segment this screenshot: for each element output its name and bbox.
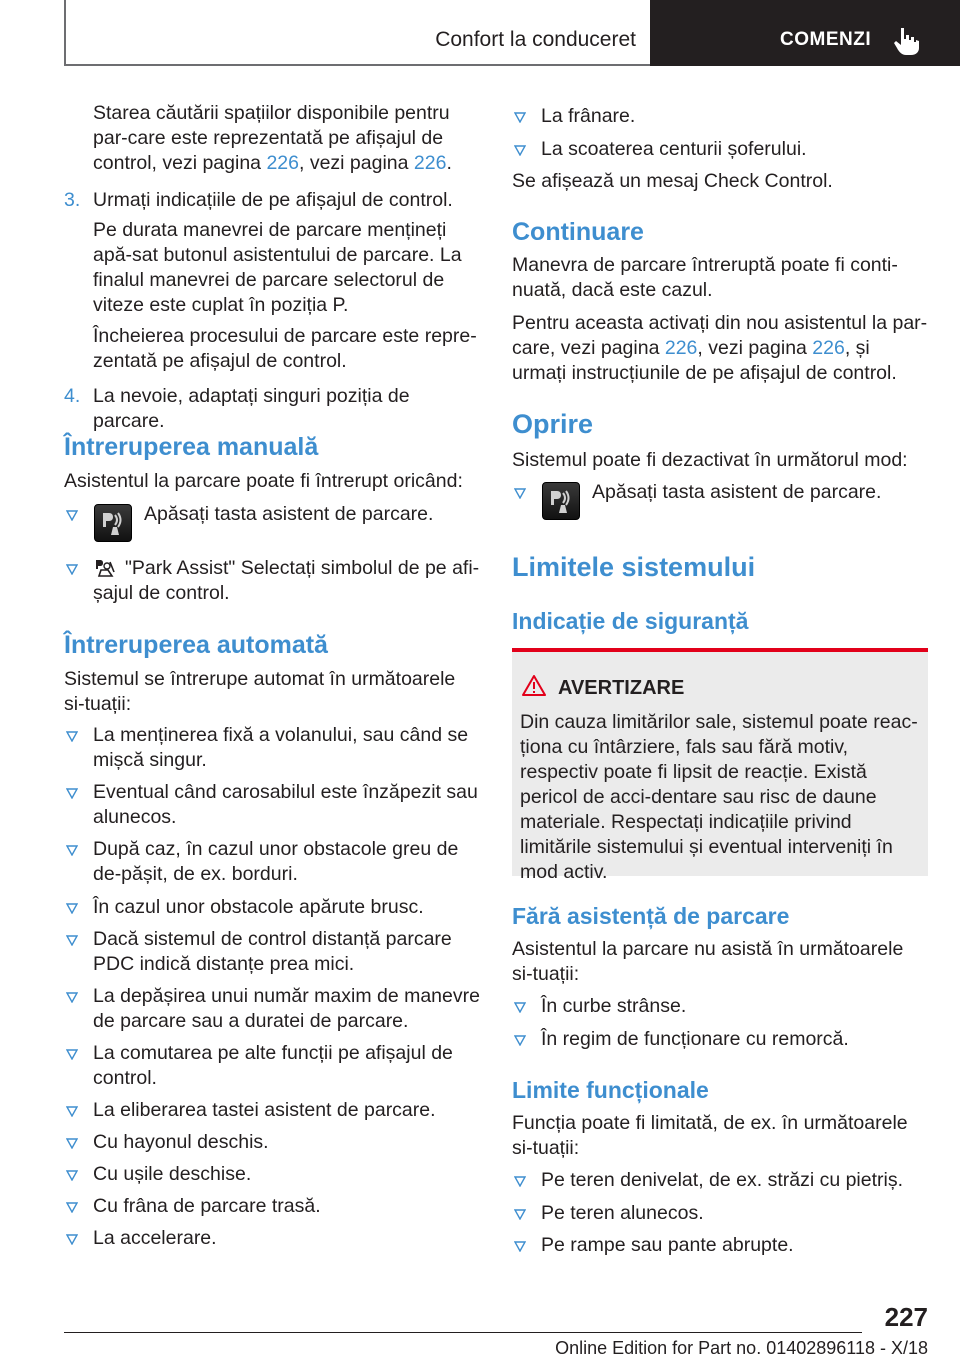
step-3-detail: Pe durata manevrei de parcare mențineți apă-sat butonul asistentului de parcare. La finalul manevrei de parcare selectorul de viteze este cuplat în poziția P. [93,219,462,316]
list-item-text: Pe teren alunecos. [541,1202,704,1224]
list-item [64,1041,480,1091]
list-item-text: În curbe strânse. [541,995,687,1017]
list-item [64,502,480,546]
step-3-completion: Încheierea procesului de parcare este repre-zentată pe afișajul de control. [93,325,477,372]
list-item-text: Pe teren denivelat, de ex. străzi cu pietriș. [541,1169,904,1191]
list-item-text: Eventual când carosabilul este înzăpezit sau alunecos. [93,781,478,828]
triangle-bullet-icon [66,509,78,521]
list-item [512,104,928,129]
stop-intro: Sistemul poate fi dezactivat în următorul mod: [512,449,908,471]
list-item-text: Cu frâna de parcare trasă. [93,1195,321,1217]
page-link[interactable]: 226 [266,152,299,174]
list-item [512,1201,928,1226]
park-assist-button-icon [542,482,580,520]
triangle-bullet-icon [66,902,78,914]
hand-pointer-icon [892,26,922,56]
triangle-bullet-icon [514,1240,526,1252]
continue-paragraph-1: Manevra de parcare întreruptă poate fi conti-nuată, dacă este cazul. [512,254,898,301]
triangle-bullet-icon [514,1034,526,1046]
auto-interrupt-heading: Întreruperea automată [64,631,328,659]
list-item-text: La scoaterea centurii șoferului. [541,138,807,160]
list-item-text: La frânare. [541,105,636,127]
paragraph-text: . [446,152,452,174]
park-assist-symbol-icon [94,558,116,580]
list-item [64,837,480,887]
triangle-bullet-icon [514,1175,526,1187]
step-3 [64,188,480,213]
warning-box [512,648,928,883]
list-item [64,556,480,606]
paragraph-text: , vezi pagina [298,152,414,174]
footer-edition: Online Edition for Part no. 01402896118 - X/18 [555,1338,928,1358]
list-item [512,137,928,162]
list-item-text: La eliberarea tastei asistent de parcare. [93,1099,436,1121]
step-number: 4. [64,385,81,407]
triangle-bullet-icon [66,1048,78,1060]
functional-limits-heading: Limite funcționale [512,1077,709,1103]
footer-rule [64,1332,862,1333]
list-item [512,1233,928,1258]
page-link[interactable]: 226 [413,152,447,174]
park-assist-button-icon [94,504,132,542]
list-item-text: Apăsați tasta asistent de parcare. [592,481,882,503]
manual-interrupt-intro: Asistentul la parcare poate fi întrerupt oricând: [64,470,463,492]
paragraph-text: Starea căutării spațiilor disponibile pentru par-care este reprezentată pe afișajul de control, vezi pagina [93,102,450,174]
list-item [64,1098,480,1123]
no-assist-intro: Asistentul la parcare nu asistă în următoarele si-tuații: [512,938,904,985]
list-item-text: "Park Assist" Selectați simbolul de pe afi-șajul de control. [93,557,480,604]
functional-limits-intro: Funcția poate fi limitată, de ex. în următoarele si-tuații: [512,1112,908,1159]
paragraph-text: , și urmați instrucțiunile de pe afișajul de control. [512,337,897,384]
step-text: La nevoie, adaptați singuri poziția de parcare. [93,385,410,432]
triangle-bullet-icon [66,1201,78,1213]
page-link[interactable]: 226 [812,337,845,359]
list-item-text: La depășirea unui număr maxim de manevre de parcare sau a duratei de parcare. [93,985,480,1032]
triangle-bullet-icon [514,111,526,123]
warning-title: AVERTIZARE [558,677,685,699]
list-item [64,780,480,830]
triangle-bullet-icon [66,563,78,575]
header-chapter-label: COMENZI [780,29,872,50]
list-item-text: La menținerea fixă a volanului, sau când se mișcă singur. [93,724,469,771]
list-item-text: Apăsați tasta asistent de parcare. [144,503,434,525]
continue-heading: Continuare [512,218,644,246]
list-item [64,1130,480,1155]
header-left-rule [64,0,66,66]
list-item [64,1226,480,1251]
triangle-bullet-icon [66,844,78,856]
list-item-text: Cu ușile deschise. [93,1163,252,1185]
parking-search-status-paragraph [64,101,480,176]
stop-heading: Oprire [512,409,594,439]
triangle-bullet-icon [514,1001,526,1013]
warning-text: Din cauza limitărilor sale, sistemul poate reac-ționa cu întârziere, fals sau fără motiv, respectiv poate fi lipsit de reacție. Există pericol de acci-dentare sau risc de daune materiale. Respectați indicațiile privind limitările sistemului și eventual interveniți în mod activ. [520,711,918,883]
list-item-text: La comutarea pe alte funcții pe afișajul de control. [93,1042,453,1089]
auto-interrupt-intro: Sistemul se întrerupe automat în următoarele si-tuații: [64,668,456,715]
header-bottom-rule [64,64,650,66]
list-item [512,994,928,1019]
triangle-bullet-icon [66,991,78,1003]
list-item [512,480,928,524]
triangle-bullet-icon [66,1137,78,1149]
list-item [64,1194,480,1219]
safety-note-heading: Indicație de siguranță [512,608,749,634]
list-item-text: Pe rampe sau pante abrupte. [541,1234,794,1256]
triangle-bullet-icon [514,487,526,499]
list-item-text: La accelerare. [93,1227,217,1249]
list-item-text: Cu hayonul deschis. [93,1131,269,1153]
list-item [64,927,480,977]
triangle-bullet-icon [514,144,526,156]
paragraph-text: , vezi pagina [697,337,813,359]
list-item-text: După caz, în cazul unor obstacole greu de de-pășit, de ex. borduri. [93,838,459,885]
triangle-bullet-icon [66,730,78,742]
list-item-text: În cazul unor obstacole apărute brusc. [93,896,424,918]
warning-triangle-icon [522,674,546,698]
paragraph-text: Pentru aceasta activați din nou asistentul la par-care, vezi pagina [512,312,928,359]
header-section-title: Confort la conduceret [435,28,636,51]
manual-interrupt-heading: Întreruperea manuală [64,433,319,461]
triangle-bullet-icon [66,787,78,799]
list-item-text: În regim de funcționare cu remorcă. [541,1028,849,1050]
list-item [64,984,480,1034]
triangle-bullet-icon [66,1105,78,1117]
triangle-bullet-icon [66,1169,78,1181]
system-limits-heading: Limitele sistemului [512,552,756,582]
page-link[interactable]: 226 [664,337,698,359]
list-item [512,1027,928,1052]
triangle-bullet-icon [66,1233,78,1245]
list-item-text: Dacă sistemul de control distanță parcare PDC indică distanțe prea mici. [93,928,452,975]
step-text: Urmați indicațiile de pe afișajul de control. [93,189,453,211]
triangle-bullet-icon [514,1208,526,1220]
continue-paragraph-2 [512,311,928,386]
triangle-bullet-icon [66,934,78,946]
no-assist-heading: Fără asistență de parcare [512,903,790,929]
step-number: 3. [64,189,81,211]
step-4 [64,384,480,434]
list-item [512,1168,928,1193]
list-item [64,1162,480,1187]
list-item [64,723,480,773]
check-control-text: Se afișează un mesaj Check Control. [512,170,833,192]
list-item [64,895,480,920]
page-number: 227 [884,1302,928,1332]
